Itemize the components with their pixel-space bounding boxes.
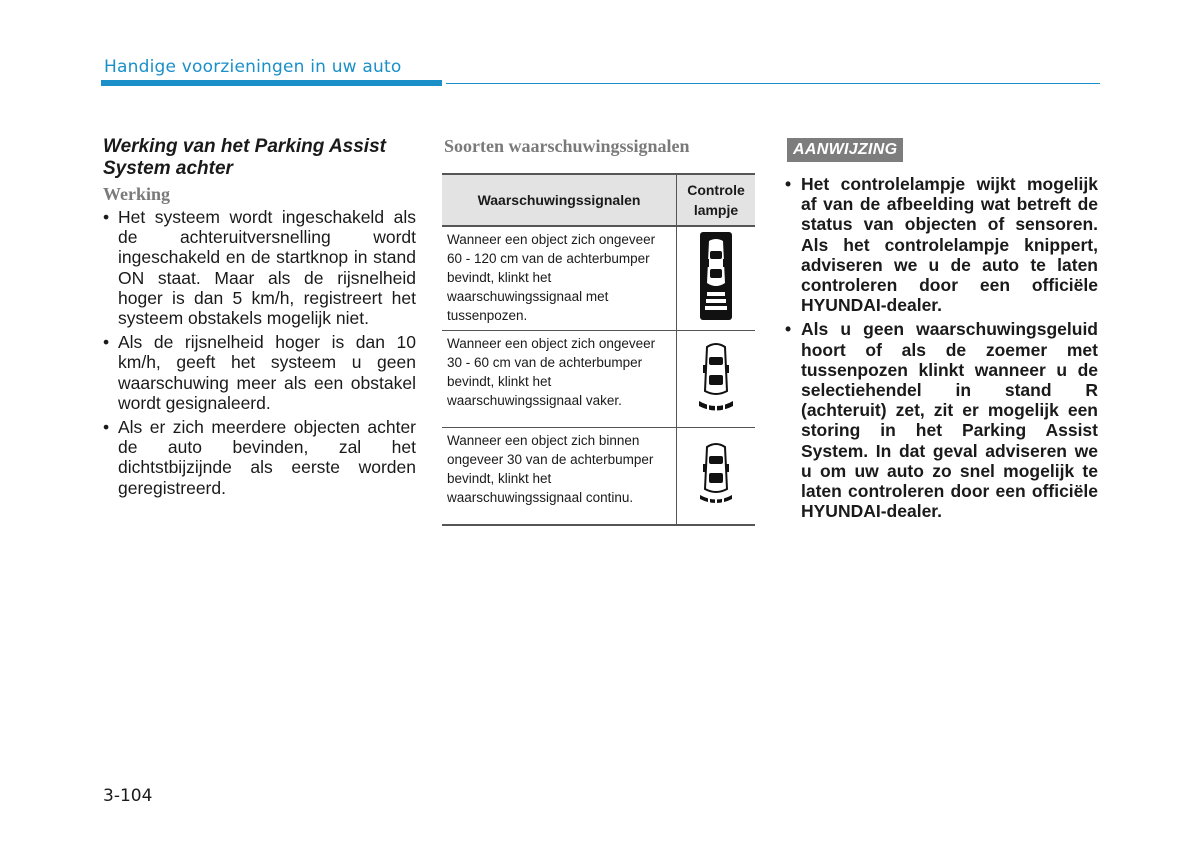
list-item: • Als de rijsnelheid hoger is dan 10 km/h, geeft het systeem u geen waarschuwing meer als een obstakel wordt gesignaleerd. bbox=[103, 332, 416, 413]
note-badge: AANWIJZING bbox=[787, 138, 903, 162]
header-accent-bar bbox=[101, 80, 442, 86]
car-sensor-far-icon bbox=[677, 226, 756, 331]
signal-description: Wanneer een object zich binnen ongeveer 30 van de achterbumper bevindt, klinkt het waarschuwingssignaal continu. bbox=[442, 428, 677, 526]
column-header-lamp: Controle lampje bbox=[677, 174, 756, 226]
list-item: • Als u geen waarschuwingsgeluid hoort of als de zoemer met tussenpozen klinkt wanneer u de selectiehendel in stand R (achteruit) zet, zit er mogelijk een storing in het Parking Assist System. In dat geval adviseren we u om uw auto zo snel mogelijk te laten controleren door een officiële HYUNDAI-dealer. bbox=[785, 319, 1098, 521]
table-row bbox=[442, 331, 755, 428]
section-subheading: Werking bbox=[103, 184, 171, 204]
page-number: 3-104 bbox=[103, 786, 153, 806]
list-item: • Als er zich meerdere objecten achter de auto bevinden, zal het dichtstbijzijnde als eerste worden geregistreerd. bbox=[103, 417, 416, 498]
table-header-row bbox=[442, 174, 755, 226]
left-column bbox=[103, 136, 416, 502]
car-sensor-near-icon bbox=[677, 428, 756, 526]
right-column bbox=[785, 136, 1098, 525]
header-rule bbox=[446, 83, 1100, 84]
table-row bbox=[442, 428, 755, 526]
list-item: • Het controlelampje wijkt mogelijk af van de afbeelding wat betreft de status van objecten of sensoren. Als het controlelampje knippert, adviseren we u de auto te laten controleren door een officiële HYUNDAI-dealer. bbox=[785, 174, 1098, 315]
operation-list bbox=[103, 207, 416, 498]
car-sensor-mid-icon bbox=[677, 331, 756, 428]
section-title: Werking van het Parking Assist System achter bbox=[103, 136, 386, 179]
middle-column bbox=[442, 136, 755, 526]
table-row bbox=[442, 226, 755, 331]
signal-description: Wanneer een object zich ongeveer 30 - 60 cm van de achterbumper bevindt, klinkt het waarschuwingssignaal vaker. bbox=[442, 331, 677, 428]
note-list bbox=[785, 174, 1098, 521]
signal-description: Wanneer een object zich ongeveer 60 - 120 cm van de achterbumper bevindt, klinkt het waarschuwingssignaal met tussenpozen. bbox=[442, 226, 677, 331]
page-header-title: Handige voorzieningen in uw auto bbox=[104, 57, 402, 77]
warning-signals-table bbox=[442, 173, 755, 526]
warning-types-heading: Soorten waarschuwingssignalen bbox=[444, 136, 690, 156]
column-header-signals: Waarschuwingssignalen bbox=[442, 174, 677, 226]
list-item: • Het systeem wordt ingeschakeld als de achteruitversnelling wordt ingeschakeld en de startknop in stand ON staat. Maar als de rijsnelheid hoger is dan 5 km/h, registreert het systeem obstakels mogelijk niet. bbox=[103, 207, 416, 328]
